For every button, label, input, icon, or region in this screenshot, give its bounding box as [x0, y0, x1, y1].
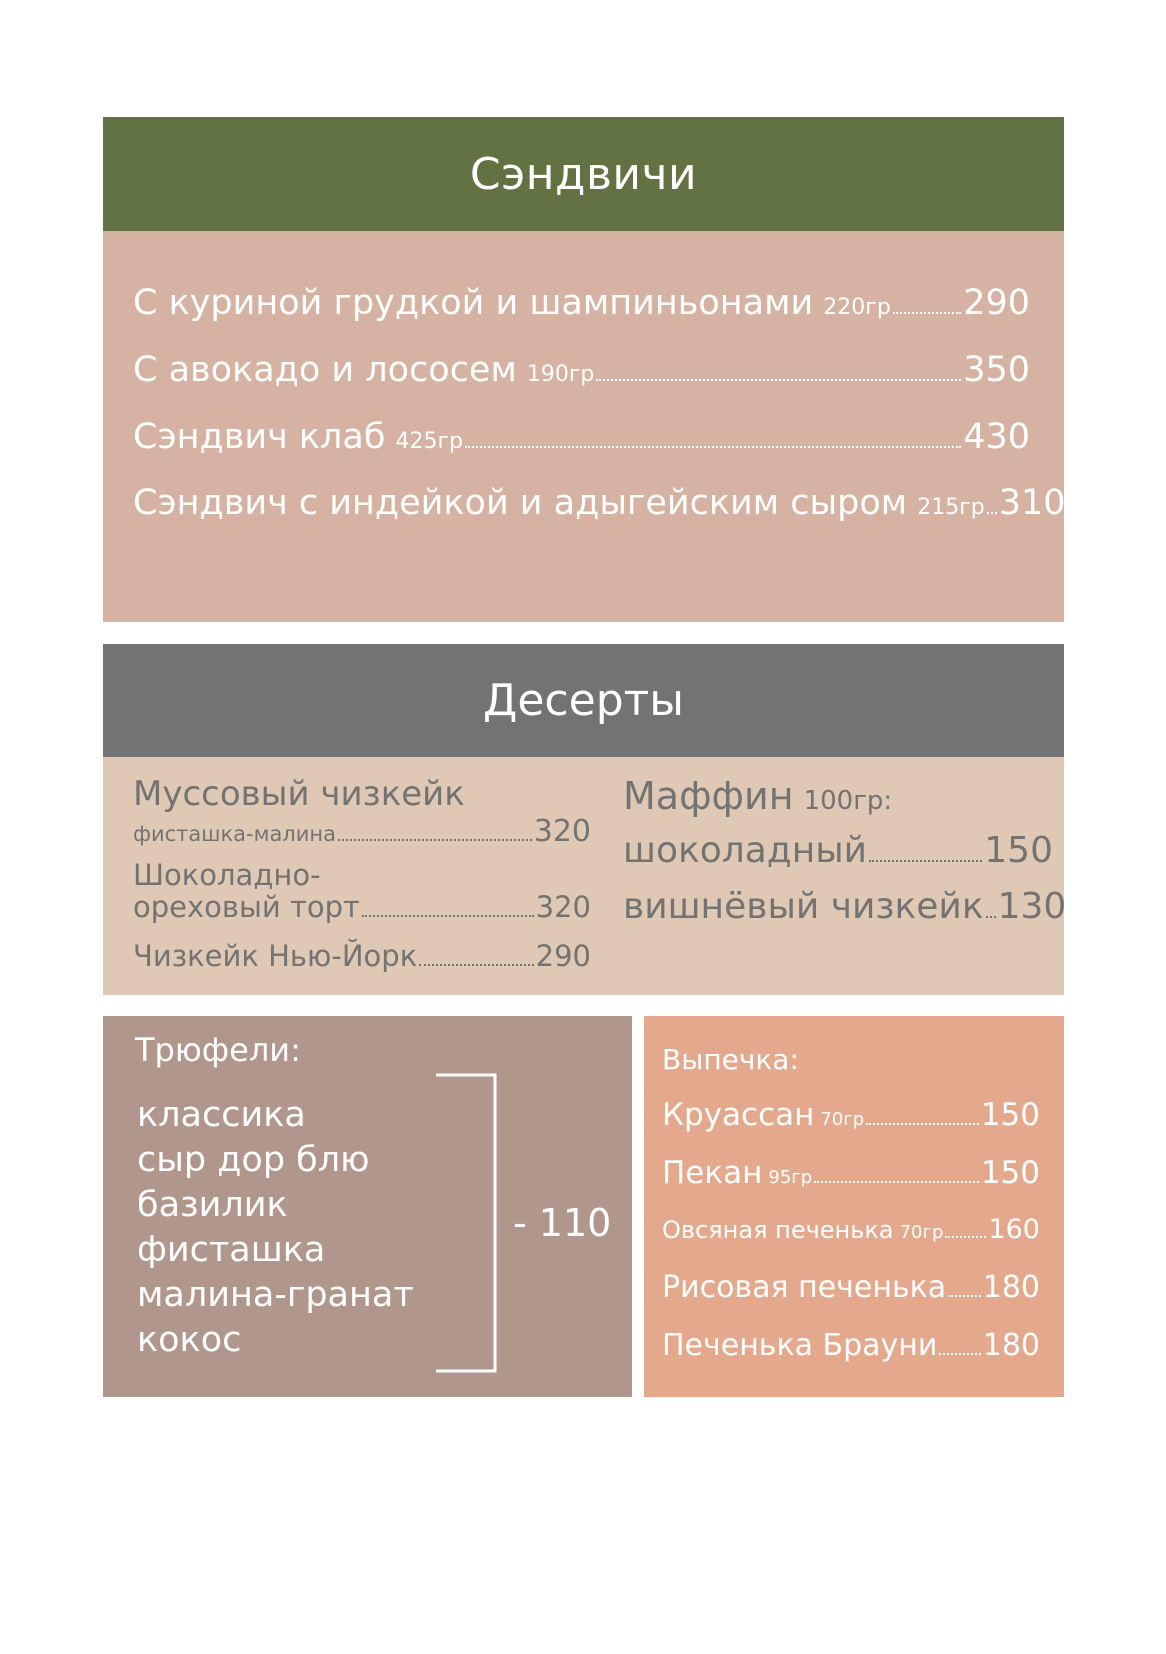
menu-item-sandwich-3	[133, 417, 1030, 467]
item-price: 320	[535, 890, 591, 924]
leader-dots	[338, 839, 532, 841]
item-price: 350	[963, 350, 1030, 390]
menu-item-muffin-cherry-cheesecake	[623, 886, 1067, 927]
leader-dots	[596, 379, 961, 381]
mousse-cheesecake-name: Муссовый чизкейк	[133, 774, 465, 814]
leader-dots	[939, 1353, 980, 1355]
item-price: 160	[988, 1214, 1040, 1245]
item-weight: 70гр	[899, 1222, 944, 1243]
leader-dots	[986, 916, 996, 918]
item-name: Печенька Брауни	[662, 1328, 938, 1363]
desserts-header	[103, 644, 1064, 757]
truffle-item: сыр дор блю	[137, 1140, 370, 1180]
truffles-title: Трюфели:	[135, 1031, 301, 1069]
truffles-price: - 110	[513, 1201, 612, 1245]
item-price: 290	[535, 939, 591, 973]
item-name: шоколадный	[623, 830, 868, 871]
item-weight: 190гр	[526, 362, 595, 387]
truffle-item: малина-гранат	[137, 1275, 414, 1315]
item-name: Овсяная печенька	[662, 1216, 894, 1244]
truffle-item: фисташка	[137, 1230, 326, 1270]
menu-item-ny-cheesecake	[133, 939, 591, 973]
item-weight: 70гр	[820, 1109, 865, 1130]
menu-item-pecan	[662, 1155, 1040, 1191]
menu-item-sandwich-2	[133, 350, 1030, 400]
leader-dots	[948, 1295, 981, 1297]
desserts-title: Десерты	[482, 675, 684, 726]
leader-dots	[419, 964, 533, 966]
muffin-weight: 100гр:	[803, 786, 893, 816]
item-variant: фисташка-малина	[133, 822, 336, 846]
menu-item-brownie-cookie	[662, 1328, 1040, 1363]
menu-item-sandwich-1	[133, 283, 1030, 333]
item-price: 150	[980, 1155, 1040, 1191]
item-price: 130	[997, 886, 1067, 927]
item-name: Чизкейк Нью-Йорк	[133, 939, 418, 973]
menu-item-mousse-cheesecake	[133, 814, 591, 849]
item-price: 150	[980, 1097, 1040, 1133]
item-name: ореховый торт	[133, 890, 360, 924]
item-price: 180	[982, 1270, 1040, 1305]
item-name: Круассан	[662, 1097, 815, 1133]
pastry-box	[644, 1016, 1064, 1397]
muffin-heading	[623, 774, 893, 818]
bracket-icon	[431, 1072, 501, 1374]
item-name: Сэндвич с индейкой и адыгейским сыром	[133, 483, 908, 523]
item-price: 320	[533, 814, 591, 849]
sandwiches-title: Сэндвичи	[469, 148, 698, 200]
item-name: С куриной грудкой и шампиньонами	[133, 283, 814, 323]
leader-dots	[987, 512, 997, 514]
leader-dots	[869, 860, 982, 862]
menu-item-sandwich-4	[133, 483, 1066, 533]
item-price: 180	[982, 1328, 1040, 1363]
truffle-item: базилик	[137, 1185, 288, 1225]
truffles-box	[103, 1016, 632, 1397]
sandwiches-list	[103, 231, 1064, 622]
menu-item-croissant	[662, 1097, 1040, 1133]
item-price: 150	[984, 830, 1053, 871]
item-name: Сэндвич клаб	[133, 417, 386, 457]
truffle-item: кокос	[137, 1320, 242, 1360]
item-price: 310	[998, 483, 1066, 523]
item-name: Рисовая печенька	[662, 1270, 947, 1305]
leader-dots	[893, 312, 961, 314]
item-name: вишнёвый чизкейк	[623, 886, 984, 927]
menu-item-rice-cookie	[662, 1270, 1040, 1305]
item-name: Пекан	[662, 1155, 763, 1191]
menu-item-choco-nut-cake	[133, 890, 591, 924]
item-name: С авокадо и лососем	[133, 350, 517, 390]
item-weight: 220гр	[823, 295, 891, 320]
menu-item-oat-cookie	[662, 1216, 1040, 1244]
pastry-title: Выпечка:	[662, 1043, 799, 1076]
leader-dots	[362, 915, 534, 917]
sandwiches-header	[103, 117, 1064, 231]
item-price: 290	[963, 283, 1030, 323]
leader-dots	[814, 1181, 979, 1183]
item-weight: 425гр	[395, 429, 463, 454]
leader-dots	[866, 1123, 979, 1125]
desserts-list	[103, 757, 1067, 995]
leader-dots	[465, 446, 961, 448]
item-weight: 95гр	[768, 1167, 813, 1188]
choco-nut-cake-line1: Шоколадно-	[133, 858, 321, 892]
item-price: 430	[963, 417, 1030, 457]
item-weight: 215гр	[917, 495, 985, 520]
truffle-item: классика	[137, 1095, 306, 1135]
muffin-name: Маффин	[623, 774, 794, 818]
leader-dots	[945, 1236, 986, 1238]
menu-item-muffin-chocolate	[623, 830, 1053, 871]
